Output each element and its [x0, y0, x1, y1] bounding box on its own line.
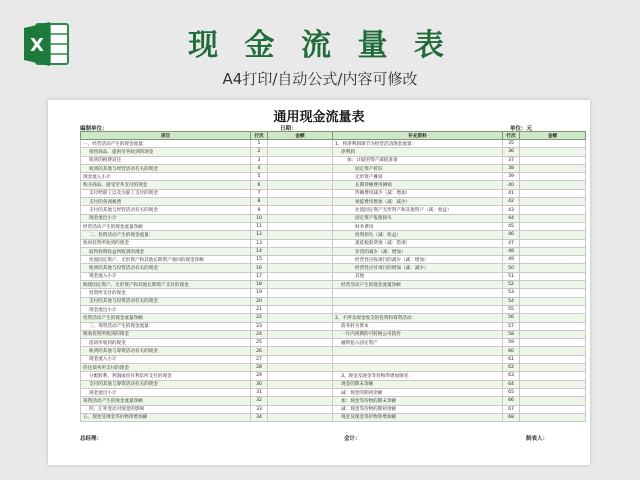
row-number-cell: 16 [251, 264, 268, 272]
table-row [81, 281, 586, 289]
row-number-cell: 57 [503, 322, 520, 330]
table-row [81, 222, 586, 230]
item-cell: 支付的其他与投资活动有关的现金 [81, 297, 251, 305]
amount-cell[interactable] [520, 330, 586, 338]
item-cell: 偿还债务所支付的现金 [81, 364, 251, 372]
amount-cell[interactable] [268, 140, 333, 148]
item-cell: 支付的各项税费 [81, 198, 251, 206]
row-number-cell: 21 [251, 305, 268, 313]
amount-cell[interactable] [268, 272, 333, 280]
row-number-cell: 41 [503, 189, 520, 197]
table-row [81, 397, 586, 405]
row-number-cell: 47 [503, 239, 520, 247]
amount-cell[interactable] [268, 339, 333, 347]
row-number-cell: 53 [503, 289, 520, 297]
supplement-cell: 存货的减少（减：增加） [333, 247, 503, 255]
item-cell: 收到的税费返还 [81, 156, 251, 164]
amount-cell[interactable] [268, 388, 333, 396]
item-cell: 筹资活动产生的现金流量净额 [81, 397, 251, 405]
amount-cell[interactable] [520, 264, 586, 272]
supplement-cell: 待摊费用减少（减：增加） [333, 189, 503, 197]
supplement-cell: 无形资产摊销 [333, 173, 503, 181]
currency-label: 单位：元 [510, 126, 533, 132]
row-number-cell: 64 [503, 380, 520, 388]
table-row [81, 156, 586, 164]
amount-cell[interactable] [520, 247, 586, 255]
row-number-cell: 26 [251, 347, 268, 355]
table-row [81, 289, 586, 297]
table-row [81, 330, 586, 338]
amount-cell[interactable] [268, 289, 333, 297]
item-cell: 一、经营活动产生的现金流量： [81, 140, 251, 148]
amount-cell[interactable] [520, 413, 586, 421]
row-number-cell: 1 [251, 140, 268, 148]
table-row [81, 239, 586, 247]
item-cell: 取得投资收益所收到的现金 [81, 247, 251, 255]
amount-cell[interactable] [268, 181, 333, 189]
amount-cell[interactable] [268, 206, 333, 214]
item-cell: 支付的其他与筹资活动有关的现金 [81, 380, 251, 388]
table-row [81, 264, 586, 272]
table-row [81, 305, 586, 313]
row-number-cell: 35 [503, 140, 520, 148]
item-cell: 收回投资所收到的现金 [81, 239, 251, 247]
amount-cell[interactable] [520, 405, 586, 413]
row-number-cell: 19 [251, 289, 268, 297]
amount-cell[interactable] [520, 297, 586, 305]
item-cell: 销售商品、提供劳务收到的现金 [81, 148, 251, 156]
row-number-cell: 9 [251, 206, 268, 214]
amount-cell[interactable] [520, 173, 586, 181]
table-row [81, 413, 586, 421]
col-header-row2: 行次 [503, 132, 520, 140]
item-cell: 现金流入小计 [81, 355, 251, 363]
row-number-cell: 43 [503, 206, 520, 214]
item-cell: 投资活动产生的现金流量净额 [81, 314, 251, 322]
amount-cell[interactable] [268, 364, 333, 372]
amount-cell[interactable] [268, 355, 333, 363]
item-cell: 收到的其他与投资活动有关的现金 [81, 264, 251, 272]
supplement-cell: 固定资产折旧 [333, 164, 503, 172]
supplement-cell: 其他 [333, 272, 503, 280]
item-cell: 购买商品、接受劳务支付的现金 [81, 181, 251, 189]
row-number-cell: 12 [251, 231, 268, 239]
item-cell: 三、筹资活动产生的现金流量： [81, 322, 251, 330]
supplement-cell: 经营活动产生的现金流量净额 [333, 281, 503, 289]
row-number-cell: 42 [503, 198, 520, 206]
amount-cell[interactable] [520, 156, 586, 164]
amount-cell[interactable] [520, 305, 586, 313]
table-row [81, 181, 586, 189]
table-row [81, 206, 586, 214]
amount-cell[interactable] [268, 198, 333, 206]
table-row [81, 140, 586, 148]
item-cell: 购建固定资产、无形资产和其他长期资产支付的现金 [81, 281, 251, 289]
supplement-cell: 3、现金及现金等价物净增加情况： [333, 372, 503, 380]
row-number-cell: 49 [503, 256, 520, 264]
amount-cell[interactable] [268, 281, 333, 289]
amount-cell[interactable] [520, 364, 586, 372]
row-number-cell: 59 [503, 339, 520, 347]
amount-cell[interactable] [268, 239, 333, 247]
table-body [81, 140, 586, 422]
table-row [81, 189, 586, 197]
amount-cell[interactable] [520, 222, 586, 230]
amount-cell[interactable] [268, 189, 333, 197]
amount-cell[interactable] [268, 305, 333, 313]
amount-cell[interactable] [268, 164, 333, 172]
supplement-cell: 一年内到期的可转换公司债券 [333, 330, 503, 338]
row-number-cell: 39 [503, 173, 520, 181]
supplement-cell: 经营性应付项目的增加（减：减少） [333, 264, 503, 272]
col-header-supplement: 补充资料 [333, 132, 503, 140]
amount-cell[interactable] [520, 281, 586, 289]
table-row [81, 364, 586, 372]
row-number-cell: 34 [251, 413, 268, 421]
amount-cell[interactable] [520, 181, 586, 189]
supplement-cell: 固定资产报废损失 [333, 214, 503, 222]
row-number-cell: 56 [503, 314, 520, 322]
supplement-cell [333, 305, 503, 313]
row-number-cell: 66 [503, 397, 520, 405]
item-cell: 现金流入小计 [81, 272, 251, 280]
amount-cell[interactable] [520, 380, 586, 388]
row-number-cell: 18 [251, 281, 268, 289]
amount-cell[interactable] [520, 140, 586, 148]
row-number-cell: 2 [251, 148, 268, 156]
row-number-cell: 10 [251, 214, 268, 222]
table-row [81, 164, 586, 172]
page-title: 现 金 流 量 表 [188, 28, 452, 63]
supplement-cell: 财务费用 [333, 222, 503, 230]
manager-label: 总经理： [80, 436, 103, 442]
amount-cell[interactable] [268, 214, 333, 222]
row-number-cell: 55 [503, 305, 520, 313]
row-number-cell: 40 [503, 181, 520, 189]
row-number-cell: 3 [251, 156, 268, 164]
table-row [81, 314, 586, 322]
table-row [81, 355, 586, 363]
col-header-row: 行次 [251, 132, 268, 140]
table-row [81, 231, 586, 239]
amount-cell[interactable] [268, 397, 333, 405]
table-row [81, 198, 586, 206]
supplement-cell: 长期待摊费用摊销 [333, 181, 503, 189]
table-row [81, 148, 586, 156]
supplement-cell: 经营性应收项目的减少（减：增加） [333, 256, 503, 264]
col-header-amount2: 金额 [520, 132, 586, 140]
amount-cell[interactable] [520, 239, 586, 247]
amount-cell[interactable] [520, 256, 586, 264]
cash-flow-table [80, 131, 586, 422]
row-number-cell: 15 [251, 256, 268, 264]
supplement-cell: 预提费用增加（减：减少） [333, 198, 503, 206]
amount-cell[interactable] [268, 330, 333, 338]
supplement-cell: 投资损失（减：收益） [333, 231, 503, 239]
row-number-cell: 24 [251, 330, 268, 338]
amount-cell[interactable] [268, 372, 333, 380]
item-cell: 投资所支付的现金 [81, 289, 251, 297]
supplement-cell: 加：现金等价物的期末余额 [333, 397, 503, 405]
svg-text:X: X [30, 35, 44, 56]
row-number-cell: 29 [251, 372, 268, 380]
row-number-cell: 14 [251, 247, 268, 255]
amount-cell[interactable] [268, 380, 333, 388]
row-number-cell: 44 [503, 214, 520, 222]
item-cell: 收到的其他与经营活动有关的现金 [81, 164, 251, 172]
amount-cell[interactable] [268, 264, 333, 272]
amount-cell[interactable] [268, 314, 333, 322]
item-cell: 现金流出小计 [81, 388, 251, 396]
table-row [81, 322, 586, 330]
col-header-amount: 金额 [268, 132, 333, 140]
row-number-cell: 17 [251, 272, 268, 280]
item-cell: 四、汇率变动对现金的影响 [81, 405, 251, 413]
table-header-row [81, 132, 586, 140]
row-number-cell: 28 [251, 364, 268, 372]
row-number-cell: 22 [251, 314, 268, 322]
row-number-cell: 46 [503, 231, 520, 239]
accountant-label: 会计： [344, 436, 361, 442]
item-cell: 吸收投资所收到的现金 [81, 330, 251, 338]
row-number-cell: 58 [503, 330, 520, 338]
row-number-cell: 27 [251, 355, 268, 363]
amount-cell[interactable] [268, 231, 333, 239]
row-number-cell: 20 [251, 297, 268, 305]
amount-cell[interactable] [520, 289, 586, 297]
table-row [81, 372, 586, 380]
amount-cell[interactable] [268, 247, 333, 255]
table-row [81, 380, 586, 388]
row-number-cell: 32 [251, 397, 268, 405]
page-subtitle: A4打印/自动公式/内容可修改 [222, 70, 418, 88]
supplement-cell: 2、不涉及现金收支的投资和筹资活动： [333, 314, 503, 322]
amount-cell[interactable] [520, 272, 586, 280]
row-number-cell: 62 [503, 364, 520, 372]
date-label: 日期： [280, 126, 297, 132]
row-number-cell: 45 [503, 222, 520, 230]
row-number-cell: 54 [503, 297, 520, 305]
row-number-cell: 31 [251, 388, 268, 396]
amount-cell[interactable] [520, 189, 586, 197]
row-number-cell: 30 [251, 380, 268, 388]
table-row [81, 247, 586, 255]
amount-cell[interactable] [268, 148, 333, 156]
row-number-cell: 48 [503, 247, 520, 255]
row-number-cell: 13 [251, 239, 268, 247]
row-number-cell: 37 [503, 156, 520, 164]
item-cell: 处置固定资产、无形资产和其他长期资产收回的现金净额 [81, 256, 251, 264]
item-cell: 现金流入小计 [81, 173, 251, 181]
table-row [81, 173, 586, 181]
row-number-cell: 11 [251, 222, 268, 230]
item-cell: 支付的其他与经营活动有关的现金 [81, 206, 251, 214]
table-row [81, 405, 586, 413]
sheet-title: 通用现金流量表 [273, 110, 365, 125]
row-number-cell: 50 [503, 264, 520, 272]
amount-cell[interactable] [520, 397, 586, 405]
amount-cell[interactable] [520, 314, 586, 322]
row-number-cell: 4 [251, 164, 268, 172]
supplement-cell: 处置固定资产无形资产和其他资产（减：收益） [333, 206, 503, 214]
spreadsheet-sheet [48, 100, 590, 465]
amount-cell[interactable] [520, 164, 586, 172]
amount-cell[interactable] [268, 322, 333, 330]
table-row [81, 297, 586, 305]
row-number-cell: 23 [251, 322, 268, 330]
amount-cell[interactable] [268, 405, 333, 413]
item-cell: 二、投资活动产生的现金流量： [81, 231, 251, 239]
amount-cell[interactable] [520, 347, 586, 355]
amount-cell[interactable] [268, 256, 333, 264]
supplement-cell: 现金及现金等价物净增加额 [333, 413, 503, 421]
item-cell: 现金流出小计 [81, 214, 251, 222]
amount-cell[interactable] [520, 372, 586, 380]
row-number-cell: 25 [251, 339, 268, 347]
supplement-cell: 融资租入固定资产 [333, 339, 503, 347]
table-row [81, 272, 586, 280]
amount-cell[interactable] [520, 231, 586, 239]
table-row [81, 214, 586, 222]
item-cell: 现金流出小计 [81, 305, 251, 313]
row-number-cell: 63 [503, 372, 520, 380]
item-cell: 分配股利、利润或偿付利息所支付的现金 [81, 372, 251, 380]
amount-cell[interactable] [520, 339, 586, 347]
amount-cell[interactable] [520, 198, 586, 206]
supplement-cell: 递延税款贷项（减：借项） [333, 239, 503, 247]
row-number-cell: 36 [503, 148, 520, 156]
amount-cell[interactable] [520, 322, 586, 330]
row-number-cell: 7 [251, 189, 268, 197]
amount-cell[interactable] [520, 214, 586, 222]
amount-cell[interactable] [520, 148, 586, 156]
row-number-cell: 68 [503, 413, 520, 421]
row-number-cell: 8 [251, 198, 268, 206]
amount-cell[interactable] [268, 347, 333, 355]
supplement-cell: 现金的期末余额 [333, 380, 503, 388]
amount-cell[interactable] [520, 355, 586, 363]
amount-cell[interactable] [268, 222, 333, 230]
item-cell: 支付给职工以及为职工支付的现金 [81, 189, 251, 197]
item-cell: 五、现金及现金等价物净增加额 [81, 413, 251, 421]
item-cell: 经营活动产生的现金流量净额 [81, 222, 251, 230]
preparer-label: 制表人： [526, 436, 549, 442]
row-number-cell: 67 [503, 405, 520, 413]
company-label: 编制单位： [80, 126, 108, 132]
row-number-cell: 60 [503, 347, 520, 355]
amount-cell[interactable] [268, 156, 333, 164]
supplement-cell [333, 347, 503, 355]
table-row [81, 347, 586, 355]
row-number-cell: 33 [251, 405, 268, 413]
row-number-cell: 38 [503, 164, 520, 172]
item-cell: 借款所收到的现金 [81, 339, 251, 347]
table-row [81, 388, 586, 396]
amount-cell[interactable] [268, 297, 333, 305]
supplement-cell [333, 297, 503, 305]
supplement-cell: 减：现金等价物的期初余额 [333, 405, 503, 413]
row-number-cell: 65 [503, 388, 520, 396]
table-row [81, 256, 586, 264]
amount-cell[interactable] [268, 413, 333, 421]
amount-cell[interactable] [520, 206, 586, 214]
row-number-cell: 51 [503, 272, 520, 280]
amount-cell[interactable] [520, 388, 586, 396]
supplement-cell: 净利润 [333, 148, 503, 156]
supplement-cell [333, 289, 503, 297]
row-number-cell: 6 [251, 181, 268, 189]
supplement-cell: 减：现金的期初余额 [333, 388, 503, 396]
row-number-cell: 52 [503, 281, 520, 289]
supplement-cell: 1、将净利润调节为经营活动现金流量： [333, 140, 503, 148]
supplement-cell [333, 364, 503, 372]
table-row [81, 339, 586, 347]
amount-cell[interactable] [268, 173, 333, 181]
row-number-cell: 5 [251, 173, 268, 181]
row-number-cell: 61 [503, 355, 520, 363]
supplement-cell [333, 355, 503, 363]
supplement-cell: 债务转为资本 [333, 322, 503, 330]
item-cell: 收到的其他与筹资活动有关的现金 [81, 347, 251, 355]
col-header-item: 项目 [81, 132, 251, 140]
supplement-cell: 加：计提的资产减值准备 [333, 156, 503, 164]
